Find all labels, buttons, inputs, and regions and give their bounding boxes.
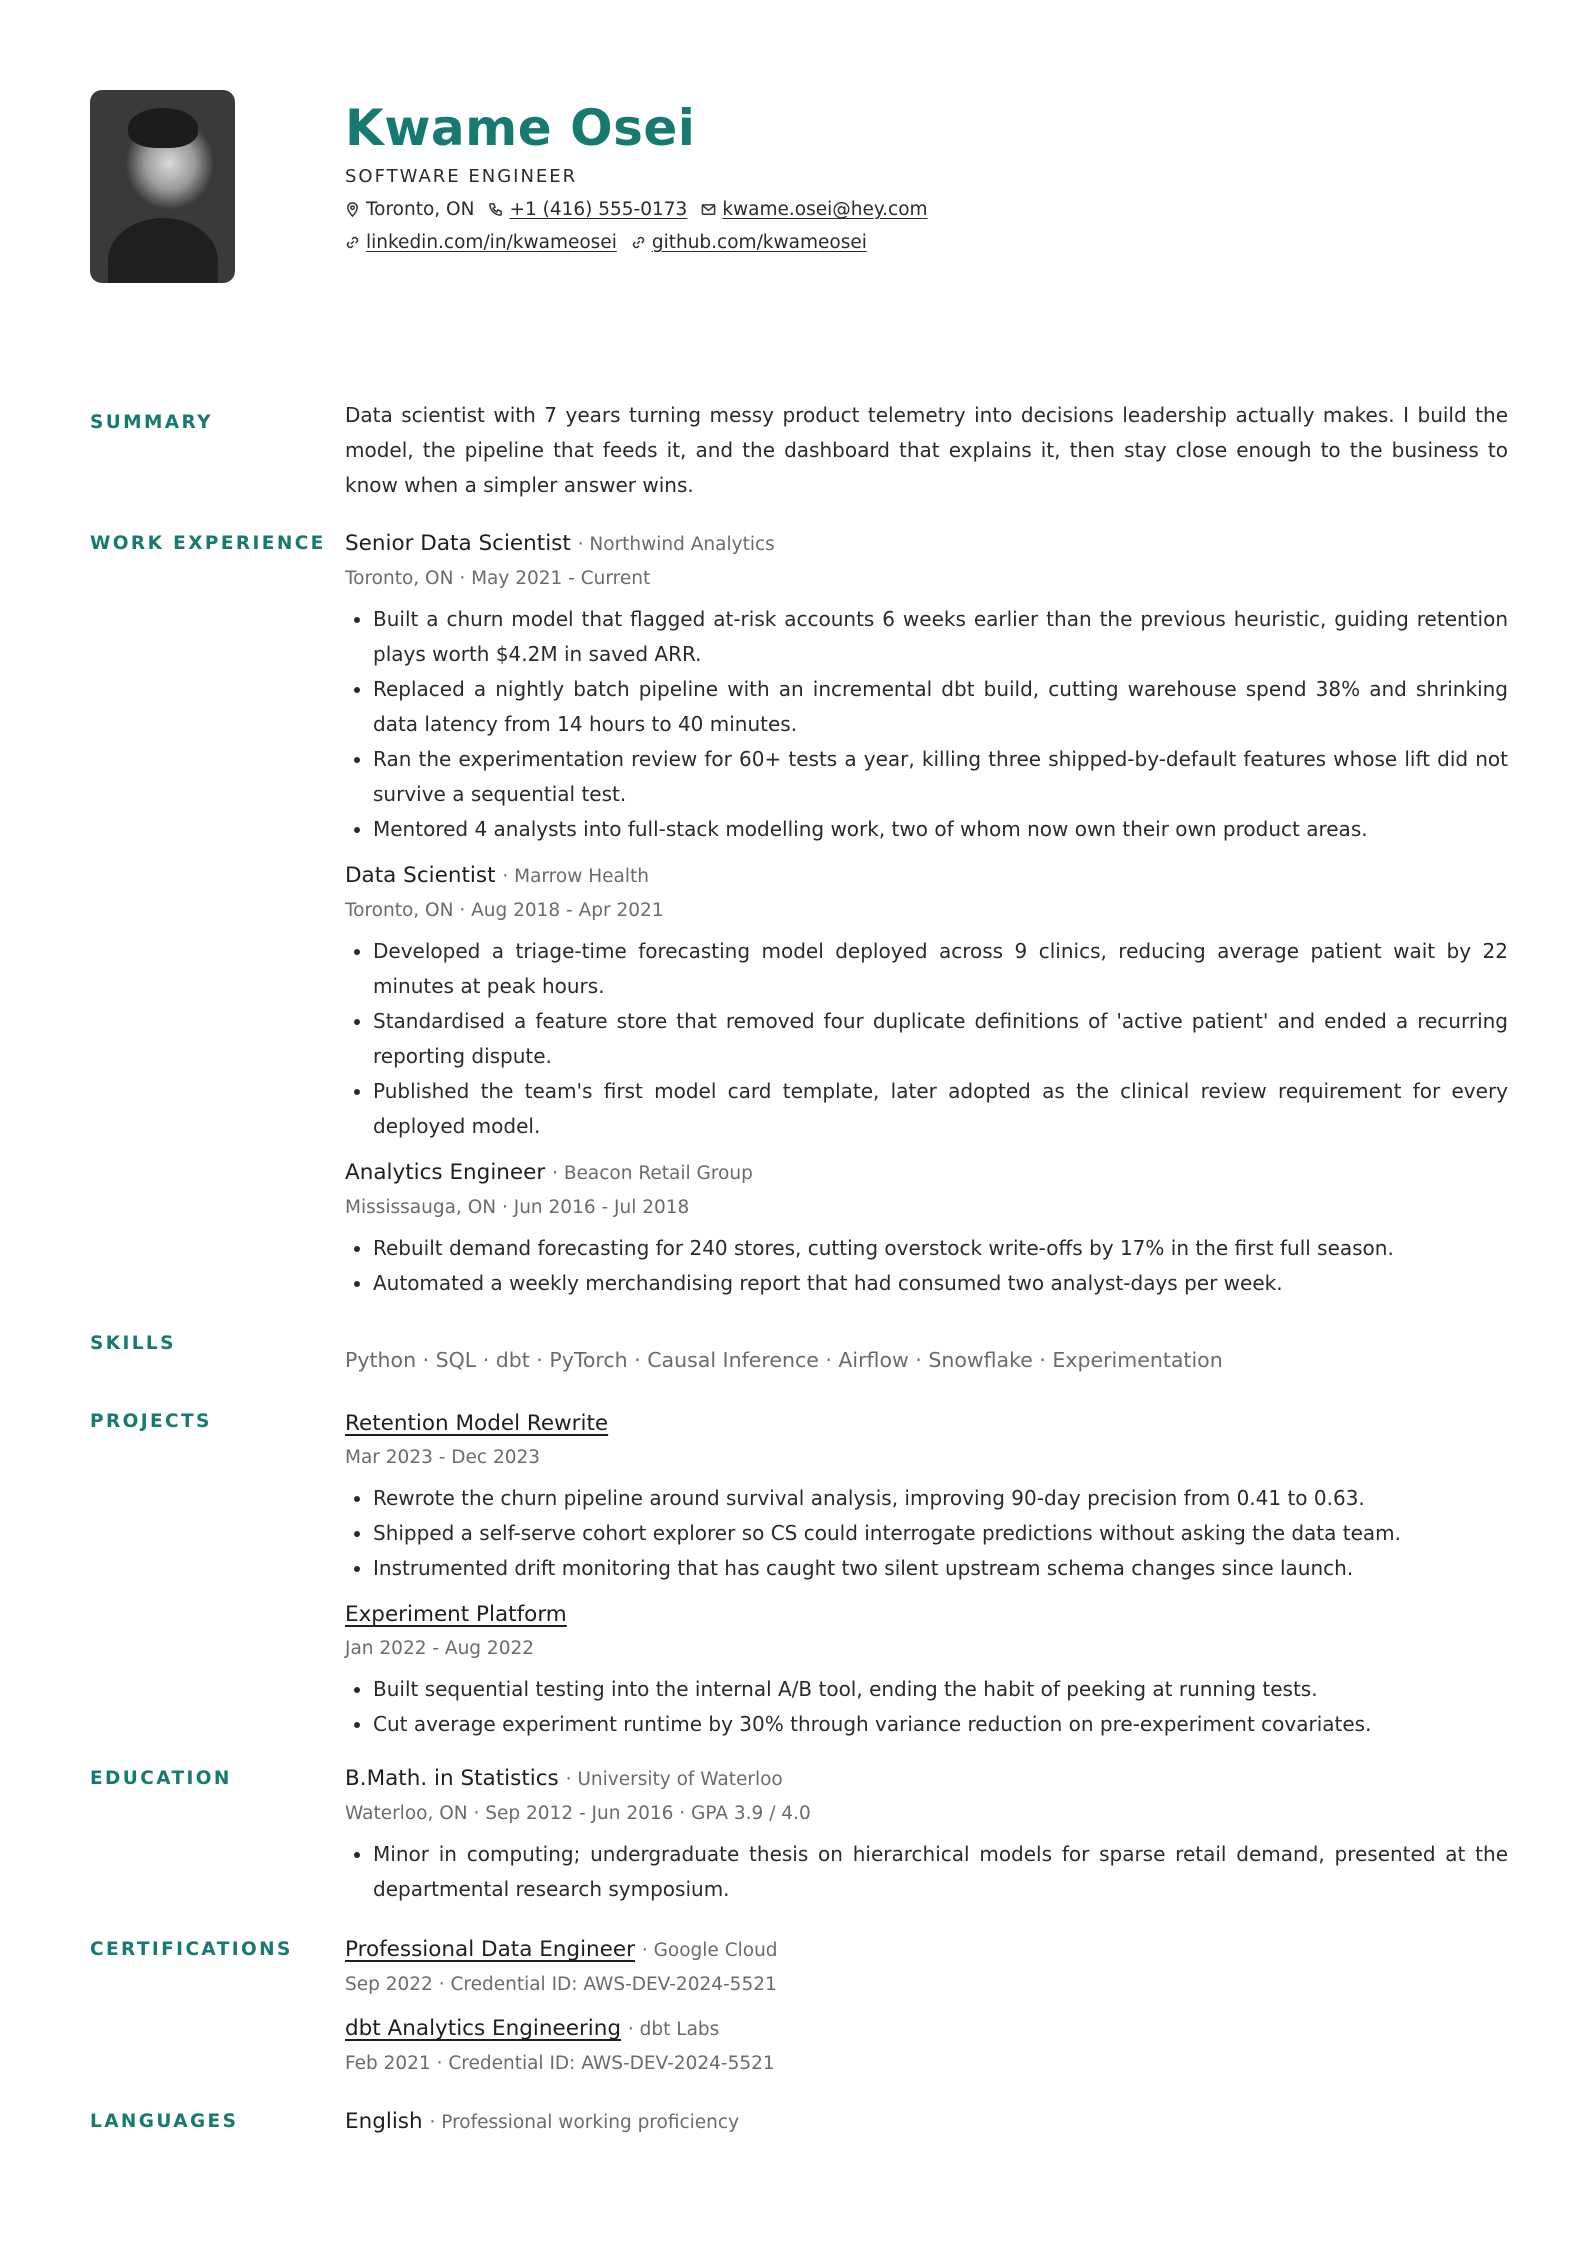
school-name: · University of Waterloo	[565, 1769, 783, 1790]
language-row	[345, 2107, 1508, 2138]
section-label-languages: LANGUAGES	[90, 2111, 239, 2132]
section-label-certifications: CERTIFICATIONS	[90, 1939, 293, 1960]
contact-line-1	[345, 199, 1508, 220]
project-bullets	[345, 1481, 1508, 1586]
certification-entry	[345, 2014, 1508, 2079]
bullet-item: • Ran the experimentation review for 60+ tests a year, killing three shipped-by-default features whose lift did not survive a sequential test.	[373, 742, 1508, 812]
bullet-item: • Published the team's first model card template, later adopted as the clinical review requirement for every deployed model.	[373, 1074, 1508, 1144]
contact-github[interactable]	[631, 232, 867, 253]
section-label-summary: SUMMARY	[90, 412, 213, 433]
phone-icon	[488, 202, 503, 217]
skills-section	[0, 1331, 1588, 1375]
location-text: Toronto, ON	[366, 199, 475, 220]
education-bullets	[345, 1837, 1508, 1907]
job-title-row	[345, 861, 1508, 892]
certifications-section	[0, 1935, 1588, 2079]
candidate-name: Kwame Osei	[345, 99, 696, 157]
bullet-item: • Standardised a feature store that removed four duplicate definitions of 'active patient' and ended a recurring reporting dispute.	[373, 1004, 1508, 1074]
bullet-item: • Replaced a nightly batch pipeline with an incremental dbt build, cutting warehouse spend 38% and shrinking data latency from 14 hours to 40 minutes.	[373, 672, 1508, 742]
bullet-item: • Mentored 4 analysts into full-stack modelling work, two of whom now own their own product areas.	[373, 812, 1508, 847]
project-title-link[interactable]: Experiment Platform	[345, 1602, 567, 1627]
summary-section	[0, 400, 1588, 503]
project-bullets	[345, 1672, 1508, 1742]
section-label-experience: WORK EXPERIENCE	[90, 533, 326, 554]
certification-issuer: · dbt Labs	[627, 2019, 720, 2040]
project-entry	[345, 1409, 1508, 1586]
certification-title-link[interactable]: Professional Data Engineer	[345, 1937, 635, 1962]
bullet-item: • Developed a triage-time forecasting model deployed across 9 clinics, reducing average patient wait by 22 minutes at peak hours.	[373, 934, 1508, 1004]
github-link[interactable]: github.com/kwameosei	[651, 232, 867, 253]
header-info	[345, 100, 1508, 253]
project-entry	[345, 1600, 1508, 1742]
job-entry	[345, 861, 1508, 1144]
bullet-item: • Instrumented drift monitoring that has caught two silent upstream schema changes since launch.	[373, 1551, 1508, 1586]
summary-text: Data scientist with 7 years turning messy product telemetry into decisions leadership actually makes. I build the model, the pipeline that feeds it, and the dashboard that explains it, then stay close enough to the business to know when a simpler answer wins.	[345, 403, 1508, 497]
education-section	[0, 1764, 1588, 1907]
contact-email[interactable]	[701, 199, 927, 220]
bullet-item: • Built sequential testing into the internal A/B tool, ending the habit of peeking at running tests.	[373, 1672, 1508, 1707]
job-bullets	[345, 602, 1508, 847]
project-title-row	[345, 1600, 1508, 1630]
bullet-item: • Automated a weekly merchandising report that had consumed two analyst-days per week.	[373, 1266, 1508, 1301]
certification-meta: Sep 2022 · Credential ID: AWS-DEV-2024-5521	[345, 1974, 777, 1995]
certification-title-link[interactable]: dbt Analytics Engineering	[345, 2016, 622, 2041]
link-icon	[631, 235, 646, 250]
job-title-row	[345, 1158, 1508, 1189]
job-entry	[345, 529, 1508, 847]
bullet-item: • Minor in computing; undergraduate thesis on hierarchical models for sparse retail demand, presented at the departmental research symposium.	[373, 1837, 1508, 1907]
mail-icon	[701, 202, 716, 217]
degree-name: B.Math. in Statistics	[345, 1766, 559, 1791]
contact-linkedin[interactable]	[345, 232, 617, 253]
bullet-item: • Rebuilt demand forecasting for 240 stores, cutting overstock write-offs by 17% in the first full season.	[373, 1231, 1508, 1266]
certification-title-row	[345, 2014, 1508, 2045]
education-meta: Waterloo, ON · Sep 2012 - Jun 2016 · GPA 3.9 / 4.0	[345, 1803, 811, 1824]
skills-list: Python · SQL · dbt · PyTorch · Causal Inference · Airflow · Snowflake · Experimentation	[345, 1348, 1223, 1372]
project-title-row	[345, 1409, 1508, 1439]
section-label-skills: SKILLS	[90, 1333, 176, 1354]
section-label-education: EDUCATION	[90, 1768, 232, 1789]
certifications-list	[345, 1935, 1588, 2079]
certification-entry	[345, 1935, 1508, 2000]
job-meta: Toronto, ON · Aug 2018 - Apr 2021	[345, 900, 664, 921]
certification-title-row	[345, 1935, 1508, 1966]
experience-list	[345, 529, 1588, 1301]
job-bullets	[345, 934, 1508, 1144]
bullet-item: • Shipped a self-serve cohort explorer so CS could interrogate predictions without asking the data team.	[373, 1516, 1508, 1551]
job-bullets	[345, 1231, 1508, 1301]
projects-list	[345, 1409, 1588, 1742]
linkedin-link[interactable]: linkedin.com/in/kwameosei	[366, 232, 617, 253]
language-name: English	[345, 2109, 423, 2134]
link-icon	[345, 235, 360, 250]
job-title: Senior Data Scientist	[345, 531, 571, 556]
project-dates: Jan 2022 - Aug 2022	[345, 1638, 535, 1659]
bullet-item: • Cut average experiment runtime by 30% through variance reduction on pre-experiment covariates.	[373, 1707, 1508, 1742]
phone-link[interactable]: +1 (416) 555-0173	[509, 199, 688, 220]
education-title-row	[345, 1764, 1508, 1795]
projects-section	[0, 1409, 1588, 1742]
job-title: Data Scientist	[345, 863, 496, 888]
bullet-item: • Rewrote the churn pipeline around survival analysis, improving 90-day precision from 0.41 to 0.63.	[373, 1481, 1508, 1516]
job-meta: Mississauga, ON · Jun 2016 - Jul 2018	[345, 1197, 690, 1218]
job-meta: Toronto, ON · May 2021 - Current	[345, 568, 651, 589]
contact-phone[interactable]	[488, 199, 687, 220]
project-dates: Mar 2023 - Dec 2023	[345, 1447, 541, 1468]
education-entry	[345, 1764, 1508, 1907]
job-title-row	[345, 529, 1508, 560]
resume-header	[0, 90, 1588, 290]
language-level: · Professional working proficiency	[429, 2112, 740, 2133]
certification-meta: Feb 2021 · Credential ID: AWS-DEV-2024-5521	[345, 2053, 775, 2074]
languages-section	[0, 2107, 1588, 2138]
profile-photo	[90, 90, 235, 283]
project-title-link[interactable]: Retention Model Rewrite	[345, 1411, 609, 1436]
candidate-role: SOFTWARE ENGINEER	[345, 166, 578, 187]
experience-section	[0, 529, 1588, 1301]
job-company: · Northwind Analytics	[577, 534, 775, 555]
map-pin-icon	[345, 202, 360, 217]
job-company: · Marrow Health	[502, 866, 649, 887]
email-link[interactable]: kwame.osei@hey.com	[722, 199, 928, 220]
contact-location	[345, 199, 474, 220]
job-entry	[345, 1158, 1508, 1301]
certification-issuer: · Google Cloud	[641, 1940, 778, 1961]
contact-line-2	[345, 232, 1508, 253]
job-company: · Beacon Retail Group	[552, 1163, 753, 1184]
job-title: Analytics Engineer	[345, 1160, 546, 1185]
section-label-projects: PROJECTS	[90, 1411, 212, 1432]
bullet-item: • Built a churn model that flagged at-risk accounts 6 weeks earlier than the previous heuristic, guiding retention plays worth $4.2M in saved ARR.	[373, 602, 1508, 672]
